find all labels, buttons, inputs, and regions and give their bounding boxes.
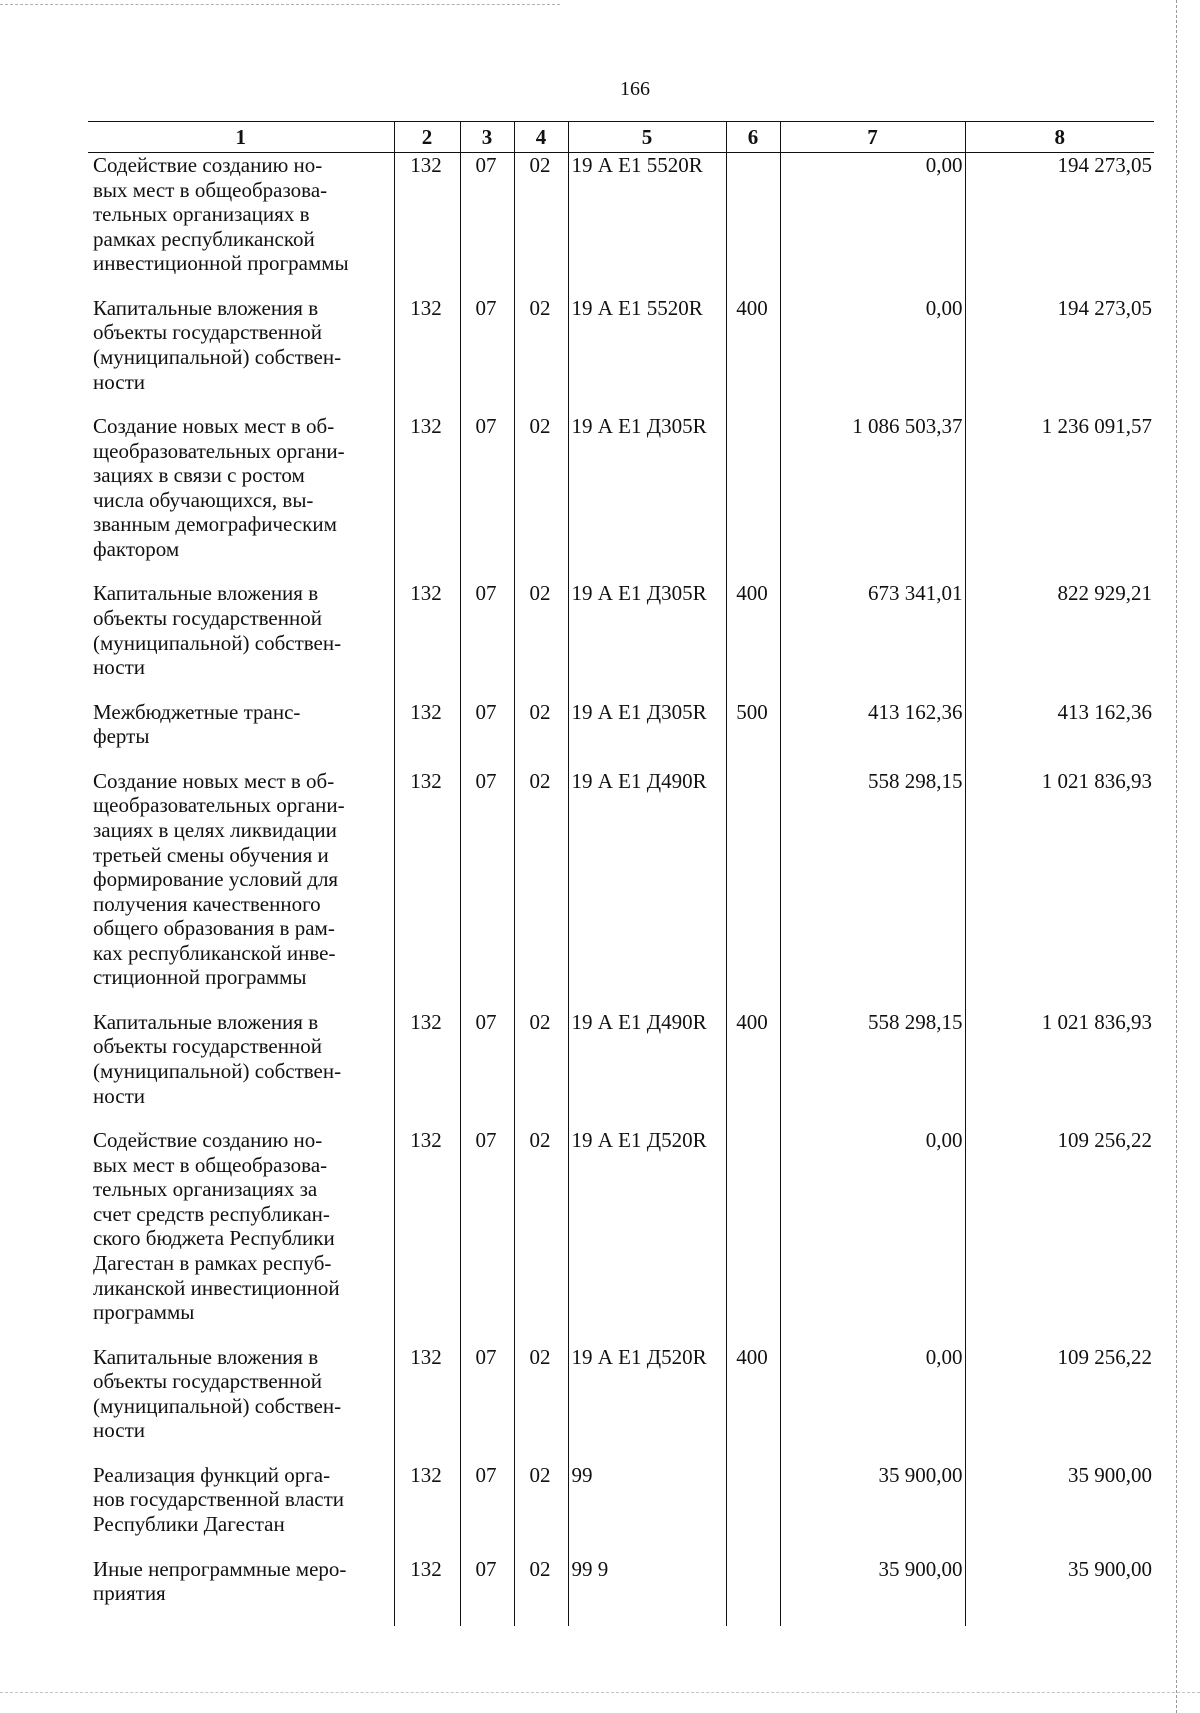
expense-type-cell: 400 bbox=[726, 1010, 780, 1128]
amount-col8-cell: 109 256,22 bbox=[965, 1345, 1154, 1463]
row-name-line: ности bbox=[93, 1418, 145, 1443]
row-name-line: Капитальные вложения в bbox=[93, 1344, 319, 1369]
ministry-code-cell: 132 bbox=[394, 700, 460, 769]
subsection-code-cell: 02 bbox=[514, 700, 568, 769]
subsection-code-cell: 02 bbox=[514, 1128, 568, 1345]
scan-artifact-top bbox=[0, 4, 560, 5]
header-col-1: 1 bbox=[88, 122, 394, 153]
row-name-line: (муниципальной) собствен- bbox=[93, 630, 342, 655]
amount-col7-cell: 0,00 bbox=[780, 1345, 965, 1463]
row-name-line: объекты государственной bbox=[93, 606, 322, 630]
target-article-cell: 19 А Е1 Д520R bbox=[568, 1345, 726, 1463]
row-name-line: инвестиционной программы bbox=[93, 251, 349, 276]
row-name-line: приятия bbox=[93, 1581, 166, 1606]
subsection-code-cell: 02 bbox=[514, 1345, 568, 1463]
section-code-cell: 07 bbox=[460, 1010, 514, 1128]
row-name-line: щеобразовательных органи- bbox=[93, 438, 345, 463]
expense-type-cell bbox=[726, 1128, 780, 1345]
row-name-cell bbox=[88, 1463, 394, 1557]
expense-type-cell bbox=[726, 769, 780, 1010]
row-name-line: званным демографическим bbox=[93, 512, 337, 537]
row-name-line: Иные непрограммные меро- bbox=[93, 1556, 347, 1581]
target-article-cell: 19 А Е1 Д305R bbox=[568, 700, 726, 769]
row-name-cell bbox=[88, 1010, 394, 1128]
row-name-line: тельных организациях за bbox=[93, 1177, 318, 1202]
target-article-cell: 19 А Е1 5520R bbox=[568, 153, 726, 296]
expense-type-cell: 500 bbox=[726, 700, 780, 769]
header-col-8: 8 bbox=[965, 122, 1154, 153]
table-row bbox=[88, 1128, 1154, 1345]
ministry-code-cell: 132 bbox=[394, 1345, 460, 1463]
section-code-cell: 07 bbox=[460, 769, 514, 1010]
section-code-cell: 07 bbox=[460, 1557, 514, 1626]
expense-type-cell bbox=[726, 153, 780, 296]
amount-col7-cell: 0,00 bbox=[780, 296, 965, 414]
amount-col8-cell: 194 273,05 bbox=[965, 296, 1154, 414]
header-col-4: 4 bbox=[514, 122, 568, 153]
amount-col7-cell: 558 298,15 bbox=[780, 769, 965, 1010]
subsection-code-cell: 02 bbox=[514, 414, 568, 581]
header-col-6: 6 bbox=[726, 122, 780, 153]
row-name-line: Реализация функций орга- bbox=[93, 1462, 331, 1487]
table-body bbox=[88, 153, 1154, 1626]
section-code-cell: 07 bbox=[460, 1128, 514, 1345]
row-name-line: общего образования в рам- bbox=[93, 916, 335, 941]
section-code-cell: 07 bbox=[460, 1345, 514, 1463]
table-row bbox=[88, 296, 1154, 414]
section-code-cell: 07 bbox=[460, 153, 514, 296]
subsection-code-cell: 02 bbox=[514, 153, 568, 296]
table-row bbox=[88, 1345, 1154, 1463]
target-article-cell: 19 А Е1 5520R bbox=[568, 296, 726, 414]
amount-col7-cell: 35 900,00 bbox=[780, 1557, 965, 1626]
row-name-line: получения качественного bbox=[93, 891, 321, 916]
row-name-line: ках республиканской инве- bbox=[93, 940, 336, 965]
row-name-line: ности bbox=[93, 655, 145, 680]
table-row bbox=[88, 153, 1154, 296]
table-header-row bbox=[88, 122, 1154, 153]
target-article-cell: 19 А Е1 Д490R bbox=[568, 769, 726, 1010]
expense-type-cell bbox=[726, 414, 780, 581]
header-col-7: 7 bbox=[780, 122, 965, 153]
row-name-line: Межбюджетные транс- bbox=[93, 699, 301, 724]
subsection-code-cell: 02 bbox=[514, 1463, 568, 1557]
row-name-line: объекты государственной bbox=[93, 1034, 322, 1059]
target-article-cell: 99 9 bbox=[568, 1557, 726, 1626]
header-col-3: 3 bbox=[460, 122, 514, 153]
row-name-cell bbox=[88, 581, 394, 699]
table-row bbox=[88, 414, 1154, 581]
expense-type-cell bbox=[726, 1463, 780, 1557]
amount-col7-cell: 413 162,36 bbox=[780, 700, 965, 769]
row-name-line: ского бюджета Республики bbox=[93, 1226, 335, 1251]
amount-col8-cell: 109 256,22 bbox=[965, 1128, 1154, 1345]
row-name-line: (муниципальной) собствен- bbox=[93, 1393, 342, 1418]
row-name-cell bbox=[88, 414, 394, 581]
row-name-line: ликанской инвестиционной bbox=[93, 1275, 340, 1300]
row-name-line: (муниципальной) собствен- bbox=[93, 344, 342, 369]
row-name-line: Создание новых мест в об- bbox=[93, 768, 335, 793]
row-name-line: Дагестан в рамках респуб- bbox=[93, 1250, 332, 1275]
row-name-line: зациях в целях ликвидации bbox=[93, 817, 337, 842]
amount-col7-cell: 673 341,01 bbox=[780, 581, 965, 699]
row-name-cell bbox=[88, 153, 394, 296]
row-name-line: третьей смены обучения и bbox=[93, 842, 329, 867]
row-name-line: Республики Дагестан bbox=[93, 1512, 285, 1536]
target-article-cell: 19 А Е1 Д520R bbox=[568, 1128, 726, 1345]
amount-col7-cell: 0,00 bbox=[780, 153, 965, 296]
row-name-cell bbox=[88, 1557, 394, 1626]
section-code-cell: 07 bbox=[460, 296, 514, 414]
row-name-line: Капитальные вложения в bbox=[93, 295, 319, 320]
row-name-line: числа обучающихся, вы- bbox=[93, 487, 314, 512]
row-name-line: вых мест в общеобразова- bbox=[93, 1152, 328, 1177]
row-name-line: стиционной программы bbox=[93, 965, 307, 990]
row-name-cell bbox=[88, 296, 394, 414]
row-name-line: Содействие созданию но- bbox=[93, 1128, 323, 1153]
row-name-line: Создание новых мест в об- bbox=[93, 414, 335, 439]
subsection-code-cell: 02 bbox=[514, 581, 568, 699]
amount-col8-cell: 35 900,00 bbox=[965, 1463, 1154, 1557]
row-name-line: ферты bbox=[93, 724, 150, 749]
row-name-cell bbox=[88, 1128, 394, 1345]
ministry-code-cell: 132 bbox=[394, 1463, 460, 1557]
table-row bbox=[88, 769, 1154, 1010]
row-name-line: ности bbox=[93, 369, 145, 394]
row-name-line: зациях в связи с ростом bbox=[93, 463, 305, 488]
amount-col8-cell: 413 162,36 bbox=[965, 700, 1154, 769]
header-col-5: 5 bbox=[568, 122, 726, 153]
row-name-line: Капитальные вложения в bbox=[93, 1009, 319, 1034]
row-name-line: тельных организациях в bbox=[93, 202, 310, 227]
section-code-cell: 07 bbox=[460, 1463, 514, 1557]
expense-type-cell bbox=[726, 1557, 780, 1626]
subsection-code-cell: 02 bbox=[514, 1010, 568, 1128]
amount-col8-cell: 35 900,00 bbox=[965, 1557, 1154, 1626]
ministry-code-cell: 132 bbox=[394, 581, 460, 699]
amount-col8-cell: 1 021 836,93 bbox=[965, 1010, 1154, 1128]
row-name-line: вых мест в общеобразова- bbox=[93, 177, 328, 202]
row-name-line: фактором bbox=[93, 536, 180, 561]
row-name-cell bbox=[88, 700, 394, 769]
amount-col8-cell: 194 273,05 bbox=[965, 153, 1154, 296]
row-name-line: Капитальные вложения в bbox=[93, 581, 319, 606]
target-article-cell: 19 А Е1 Д305R bbox=[568, 414, 726, 581]
amount-col7-cell: 1 086 503,37 bbox=[780, 414, 965, 581]
expense-type-cell: 400 bbox=[726, 296, 780, 414]
target-article-cell: 99 bbox=[568, 1463, 726, 1557]
row-name-line: (муниципальной) собствен- bbox=[93, 1059, 342, 1083]
page-number: 166 bbox=[620, 78, 650, 100]
row-name-line: формирование условий для bbox=[93, 867, 339, 892]
table-row bbox=[88, 700, 1154, 769]
section-code-cell: 07 bbox=[460, 414, 514, 581]
scan-artifact-right-edge bbox=[1176, 0, 1178, 1713]
amount-col7-cell: 558 298,15 bbox=[780, 1010, 965, 1128]
subsection-code-cell: 02 bbox=[514, 769, 568, 1010]
table-row bbox=[88, 581, 1154, 699]
row-name-line: щеобразовательных органи- bbox=[93, 793, 345, 818]
table-row bbox=[88, 1463, 1154, 1557]
expense-type-cell: 400 bbox=[726, 1345, 780, 1463]
budget-table bbox=[88, 121, 1154, 1626]
ministry-code-cell: 132 bbox=[394, 1128, 460, 1345]
row-name-line: ности bbox=[93, 1083, 145, 1108]
target-article-cell: 19 А Е1 Д490R bbox=[568, 1010, 726, 1128]
ministry-code-cell: 132 bbox=[394, 769, 460, 1010]
amount-col8-cell: 822 929,21 bbox=[965, 581, 1154, 699]
amount-col7-cell: 0,00 bbox=[780, 1128, 965, 1345]
row-name-cell bbox=[88, 1345, 394, 1463]
amount-col8-cell: 1 021 836,93 bbox=[965, 769, 1154, 1010]
row-name-cell bbox=[88, 769, 394, 1010]
section-code-cell: 07 bbox=[460, 700, 514, 769]
expense-type-cell: 400 bbox=[726, 581, 780, 699]
ministry-code-cell: 132 bbox=[394, 296, 460, 414]
header-col-2: 2 bbox=[394, 122, 460, 153]
ministry-code-cell: 132 bbox=[394, 1010, 460, 1128]
subsection-code-cell: 02 bbox=[514, 296, 568, 414]
section-code-cell: 07 bbox=[460, 581, 514, 699]
row-name-line: объекты государственной bbox=[93, 320, 322, 345]
row-name-line: нов государственной власти bbox=[93, 1487, 344, 1512]
table-row bbox=[88, 1010, 1154, 1128]
amount-col7-cell: 35 900,00 bbox=[780, 1463, 965, 1557]
scan-artifact-bottom bbox=[0, 1692, 1200, 1693]
target-article-cell: 19 А Е1 Д305R bbox=[568, 581, 726, 699]
ministry-code-cell: 132 bbox=[394, 414, 460, 581]
subsection-code-cell: 02 bbox=[514, 1557, 568, 1626]
row-name-line: Содействие созданию но- bbox=[93, 153, 323, 177]
row-name-line: программы bbox=[93, 1300, 195, 1325]
ministry-code-cell: 132 bbox=[394, 1557, 460, 1626]
amount-col8-cell: 1 236 091,57 bbox=[965, 414, 1154, 581]
ministry-code-cell: 132 bbox=[394, 153, 460, 296]
row-name-line: счет средств республикан- bbox=[93, 1201, 330, 1226]
row-name-line: объекты государственной bbox=[93, 1369, 322, 1394]
row-name-line: рамках республиканской bbox=[93, 226, 315, 251]
table-row bbox=[88, 1557, 1154, 1626]
